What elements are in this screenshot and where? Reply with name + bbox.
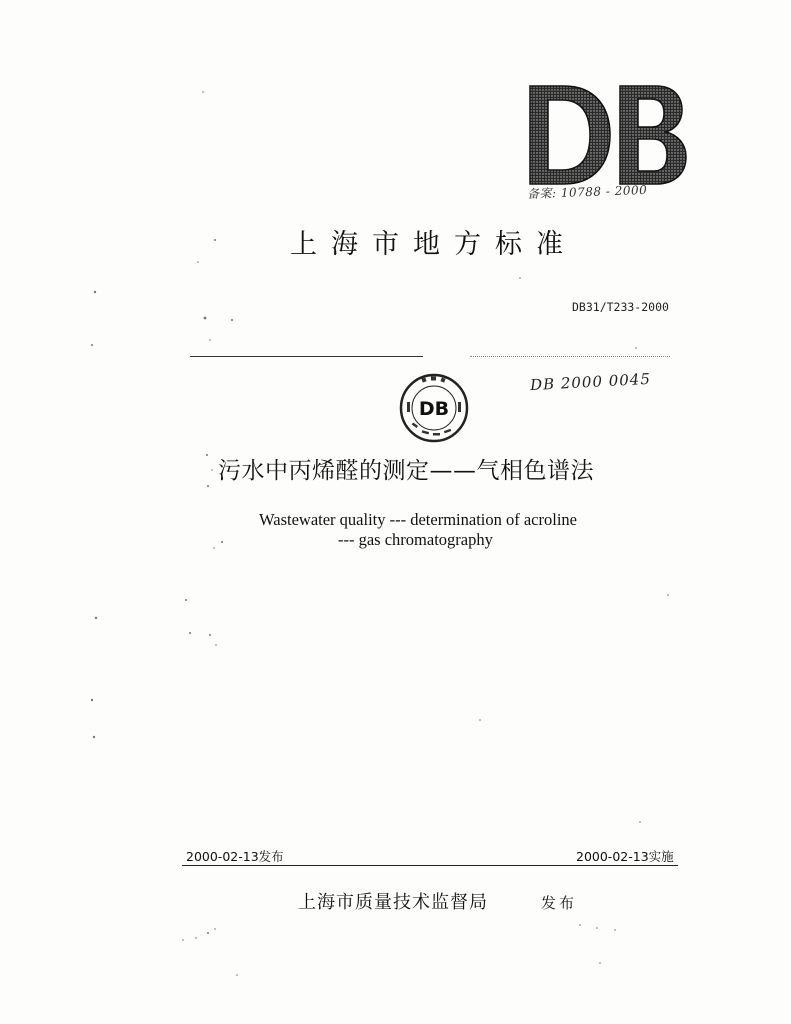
db-logo	[524, 80, 689, 190]
db-seal-stamp	[398, 372, 470, 444]
title-chinese: 污水中丙烯醛的测定——气相色谱法	[218, 458, 594, 484]
title-english-line1: Wastewater quality --- determination of acroline	[259, 510, 577, 529]
issue-date: 2000-02-13发布	[186, 849, 284, 864]
standard-number: DB31/T233-2000	[572, 300, 669, 314]
issue-label: 发布	[541, 894, 578, 912]
header-rule-faint	[470, 356, 670, 357]
footer-rule	[182, 865, 678, 866]
implementation-date: 2000-02-13实施	[576, 849, 674, 864]
title-english-line2: --- gas chromatography	[338, 530, 493, 549]
issuing-authority: 上海市质量技术监督局	[298, 892, 488, 913]
header-rule	[190, 356, 423, 357]
handwritten-archive-code: DB 2000 0045	[529, 369, 652, 395]
handwritten-filing-note: 备案: 10788 - 2000	[526, 182, 648, 202]
stamp-db-text: DB	[418, 398, 450, 420]
standard-type-heading: 上海市地方标准	[290, 229, 577, 260]
